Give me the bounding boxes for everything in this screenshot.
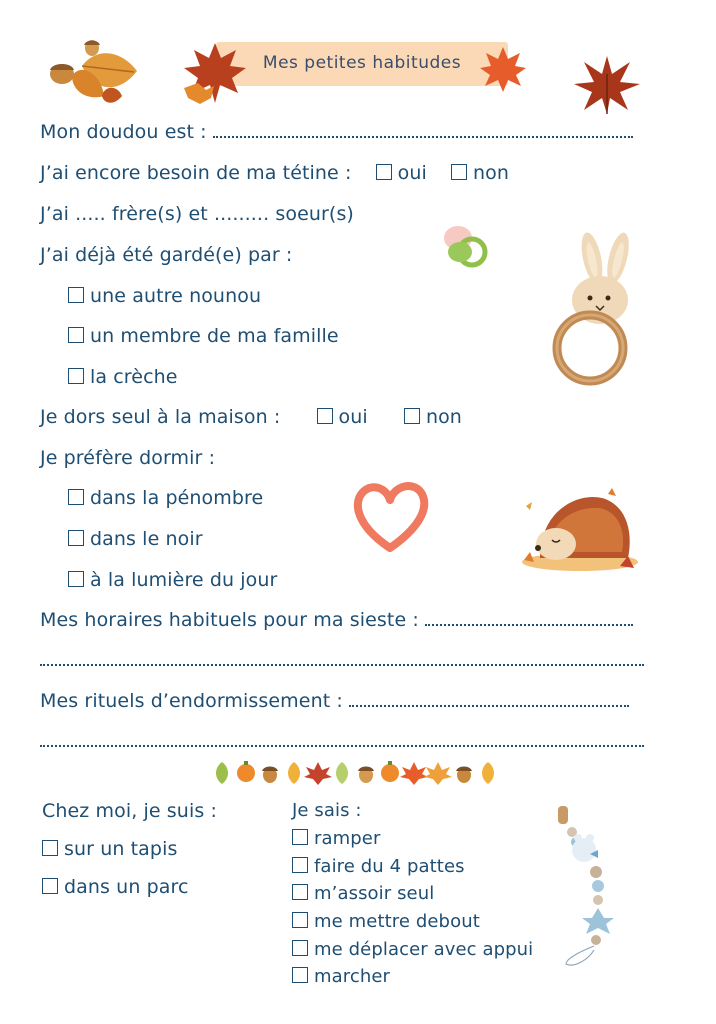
bunny-teether-icon xyxy=(540,228,648,390)
chez-moi-label: Chez moi, je suis : xyxy=(42,800,217,822)
dormir-option xyxy=(68,528,203,550)
doudou-label: Mon doudou est : xyxy=(40,121,207,143)
chez-moi-option-label: dans un parc xyxy=(64,876,189,898)
je-sais-option xyxy=(292,883,434,904)
garde-checkbox[interactable] xyxy=(68,368,84,384)
dormir-option xyxy=(68,569,277,591)
dormir-option-label: dans la pénombre xyxy=(90,487,264,509)
acorn-leaves-icon xyxy=(42,36,142,108)
dormir-option-label: dans le noir xyxy=(90,528,203,550)
siblings-text-3: soeur(s) xyxy=(275,203,354,225)
chez-moi-checkbox[interactable] xyxy=(42,840,58,856)
dors-seul-no-checkbox[interactable] xyxy=(404,408,420,424)
tetine-label: J’ai encore besoin de ma tétine : xyxy=(40,162,352,184)
pacifier-icon xyxy=(436,222,492,272)
je-sais-option xyxy=(292,856,465,877)
rituels-label: Mes rituels d’endormissement : xyxy=(40,690,343,712)
je-sais-option xyxy=(292,939,533,960)
je-sais-option-label: marcher xyxy=(314,966,391,987)
tetine-line xyxy=(40,162,509,184)
heart-icon xyxy=(350,478,430,556)
je-sais-checkbox[interactable] xyxy=(292,857,308,873)
garde-checkbox[interactable] xyxy=(68,327,84,343)
siblings-sisters-blank[interactable]: ......... xyxy=(213,203,270,225)
rituels-blank[interactable] xyxy=(349,693,629,707)
je-sais-option-label: me mettre debout xyxy=(314,911,480,932)
tetine-yes-label: oui xyxy=(397,162,427,184)
je-sais-label: Je sais : xyxy=(292,800,362,821)
doudou-blank[interactable] xyxy=(213,124,633,138)
garde-option xyxy=(68,285,261,307)
horaires-label: Mes horaires habituels pour ma sieste : xyxy=(40,609,419,631)
je-sais-option-label: faire du 4 pattes xyxy=(314,856,465,877)
rituels-blank-line2[interactable] xyxy=(40,745,644,747)
dors-seul-label: Je dors seul à la maison : xyxy=(40,406,281,428)
garde-option xyxy=(68,366,178,388)
siblings-brothers-blank[interactable]: ..... xyxy=(75,203,106,225)
dors-seul-no-label: non xyxy=(425,406,462,428)
je-sais-checkbox[interactable] xyxy=(292,967,308,983)
je-sais-option-label: ramper xyxy=(314,828,381,849)
dors-seul-yes-checkbox[interactable] xyxy=(317,408,333,424)
siblings-line xyxy=(40,203,354,225)
dormir-checkbox[interactable] xyxy=(68,489,84,505)
dormir-label: Je préfère dormir : xyxy=(40,447,216,469)
tetine-no-label: non xyxy=(473,162,510,184)
dors-seul-line xyxy=(40,406,462,428)
maple-leaf-icon xyxy=(178,38,252,108)
garde-checkbox[interactable] xyxy=(68,287,84,303)
maple-leaf-icon xyxy=(478,44,528,94)
horaires-blank[interactable] xyxy=(425,612,633,626)
maple-leaf-icon xyxy=(572,52,642,116)
garde-option-label: une autre nounou xyxy=(90,285,262,307)
je-sais-checkbox[interactable] xyxy=(292,912,308,928)
dors-seul-yes-label: oui xyxy=(338,406,368,428)
chez-moi-option xyxy=(42,876,189,898)
chez-moi-checkbox[interactable] xyxy=(42,878,58,894)
pacifier-clip-icon xyxy=(554,800,624,970)
dormir-option-label: à la lumière du jour xyxy=(90,569,278,591)
dormir-option xyxy=(68,487,263,509)
je-sais-checkbox[interactable] xyxy=(292,829,308,845)
garde-option-label: un membre de ma famille xyxy=(90,325,339,347)
siblings-text-1: J’ai xyxy=(40,203,69,225)
garde-option xyxy=(68,325,339,347)
hedgehog-icon xyxy=(516,482,640,572)
tetine-no-checkbox[interactable] xyxy=(451,164,467,180)
horaires-line xyxy=(40,609,633,631)
je-sais-option xyxy=(292,911,480,932)
je-sais-option-label: m’assoir seul xyxy=(314,883,435,904)
horaires-blank-line2[interactable] xyxy=(40,664,644,666)
garde-option-label: la crèche xyxy=(90,366,178,388)
tetine-yes-checkbox[interactable] xyxy=(376,164,392,180)
title-banner xyxy=(216,42,508,86)
page-title: Mes petites habitudes xyxy=(262,53,462,73)
garde-label: J’ai déjà été gardé(e) par : xyxy=(40,244,293,266)
autumn-garland xyxy=(212,758,502,786)
je-sais-option xyxy=(292,966,390,987)
je-sais-option xyxy=(292,828,380,849)
je-sais-checkbox[interactable] xyxy=(292,884,308,900)
dormir-checkbox[interactable] xyxy=(68,571,84,587)
chez-moi-option xyxy=(42,838,177,860)
je-sais-option-label: me déplacer avec appui xyxy=(314,939,534,960)
doudou-line xyxy=(40,121,633,143)
siblings-text-2: frère(s) et xyxy=(111,203,208,225)
dormir-checkbox[interactable] xyxy=(68,530,84,546)
chez-moi-option-label: sur un tapis xyxy=(64,838,178,860)
je-sais-checkbox[interactable] xyxy=(292,940,308,956)
rituels-line xyxy=(40,690,629,712)
